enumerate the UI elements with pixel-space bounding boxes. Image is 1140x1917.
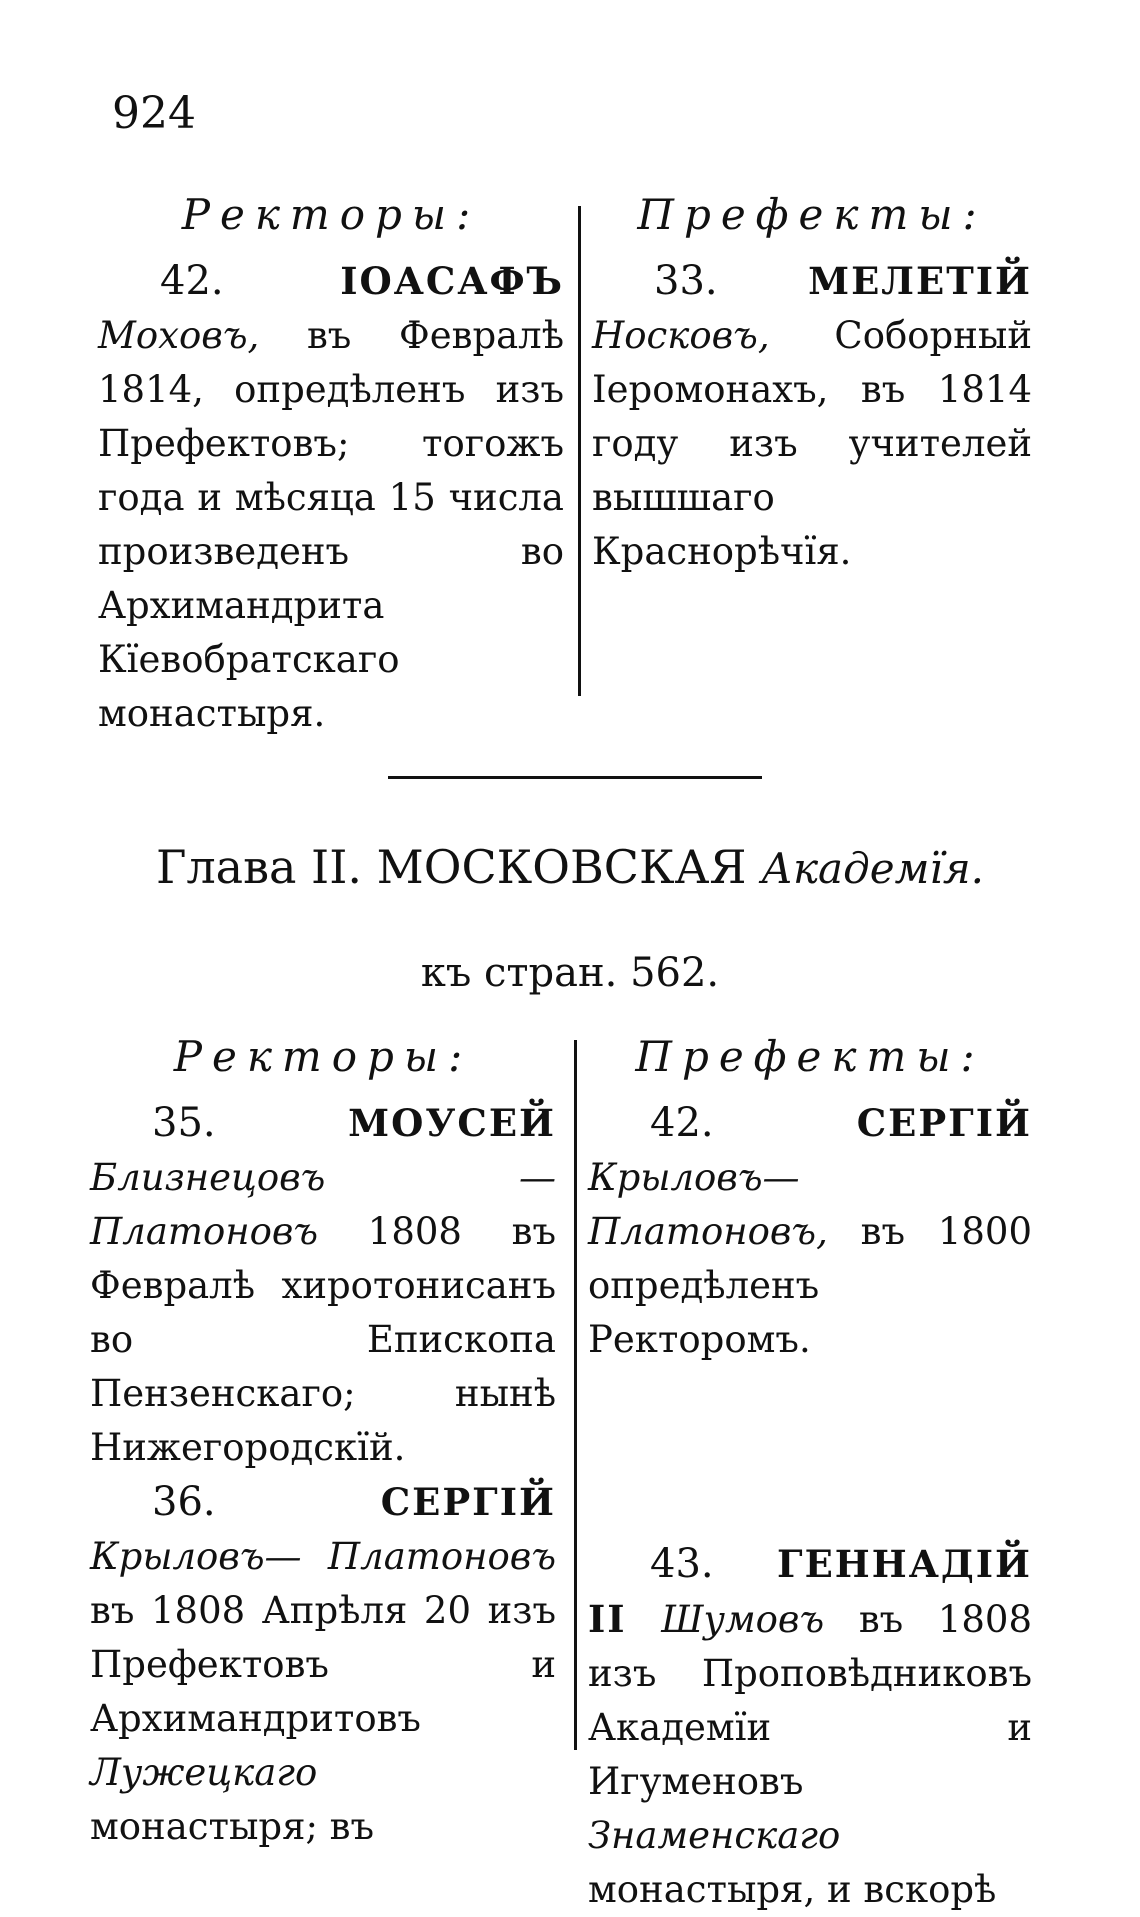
entry-number: 43. bbox=[650, 1541, 714, 1587]
entry-surname: Носковъ, bbox=[592, 314, 770, 357]
bottom-right-heading: Префекты: bbox=[635, 1032, 985, 1081]
section-divider-rule bbox=[388, 776, 762, 779]
entry-number: 42. bbox=[650, 1100, 714, 1146]
bottom-column-divider bbox=[574, 1040, 577, 1750]
entry-body: Соборный Iеромонахъ, въ 1814 году изъ учителей вышшаго Краснорѣчїя. bbox=[592, 314, 1032, 573]
entry-italic-tail: Лужецкаго bbox=[90, 1751, 318, 1794]
top-left-column bbox=[98, 188, 564, 741]
chapter-page-reference: къ стран. 562. bbox=[420, 950, 720, 996]
entry-number: 33. bbox=[654, 258, 718, 304]
entry-name: МОУСЕЙ bbox=[348, 1101, 556, 1145]
entry-name: СЕРГIЙ bbox=[856, 1101, 1032, 1145]
entry-body: 1808 въ Февралѣ хиротонисанъ во Епископа Пензенскаго; нынѣ Нижегородскїй. bbox=[90, 1210, 556, 1469]
entry-body: въ 1808 Апрѣля 20 изъ Префектовъ и Архимандритовъ bbox=[90, 1589, 556, 1740]
entry-name: ГЕННАДIЙ II bbox=[588, 1542, 1032, 1641]
entry-surname: Крыловъ—Платоновъ, bbox=[588, 1156, 828, 1253]
entry-surname: Моховъ, bbox=[98, 314, 260, 357]
chapter-heading bbox=[0, 840, 1140, 894]
entry-surname: Шумовъ bbox=[661, 1598, 825, 1641]
chapter-prefix: Глава II. bbox=[155, 840, 362, 894]
top-right-column bbox=[592, 188, 1032, 579]
top-left-heading: Ректоры: bbox=[181, 190, 481, 239]
entry-surname: Крыловъ— Платоновъ bbox=[90, 1535, 556, 1578]
bottom-left-entry-1 bbox=[90, 1096, 556, 1475]
top-right-heading: Префекты: bbox=[637, 190, 987, 239]
entry-body: въ Февралѣ 1814, опредѣленъ изъ Префектовъ; тогожъ года и мѣсяца 15 числа произведенъ во Архимандрита Кїевобратскаго монастыря. bbox=[98, 314, 564, 735]
bottom-right-entry-1 bbox=[588, 1096, 1032, 1367]
entry-body: въ 1808 изъ Проповѣдниковъ Академїи и Игуменовъ bbox=[588, 1598, 1033, 1803]
page-number: 924 bbox=[112, 88, 196, 139]
top-column-divider bbox=[578, 206, 581, 696]
entry-surname: Близнецовъ — Платоновъ bbox=[90, 1156, 556, 1253]
bottom-right-column bbox=[588, 1030, 1032, 1917]
entry-name: СЕРГIЙ bbox=[380, 1480, 556, 1524]
entry-italic-tail: Знаменскаго bbox=[588, 1814, 841, 1857]
entry-body: въ 1800 опредѣленъ Ректоромъ. bbox=[588, 1210, 1033, 1361]
bottom-left-entry-2 bbox=[90, 1475, 556, 1854]
entry-number: 35. bbox=[152, 1100, 216, 1146]
chapter-title: МОСКОВСКАЯ bbox=[376, 840, 747, 894]
top-left-entry bbox=[98, 254, 564, 741]
bottom-left-column bbox=[90, 1030, 556, 1854]
entry-number: 42. bbox=[160, 258, 224, 304]
entry-number: 36. bbox=[152, 1479, 216, 1525]
entry-body-end: монастыря; въ bbox=[90, 1805, 375, 1848]
entry-name: МЕЛЕТIЙ bbox=[808, 259, 1032, 303]
bottom-right-entry-2 bbox=[588, 1537, 1032, 1917]
chapter-title-italic: Академїя. bbox=[761, 844, 984, 893]
entry-name: IОАСАФЪ bbox=[340, 259, 564, 303]
top-right-entry bbox=[592, 254, 1032, 579]
entry-body-end: монастыря, и вскорѣ bbox=[588, 1868, 997, 1911]
bottom-left-heading: Ректоры: bbox=[173, 1032, 473, 1081]
